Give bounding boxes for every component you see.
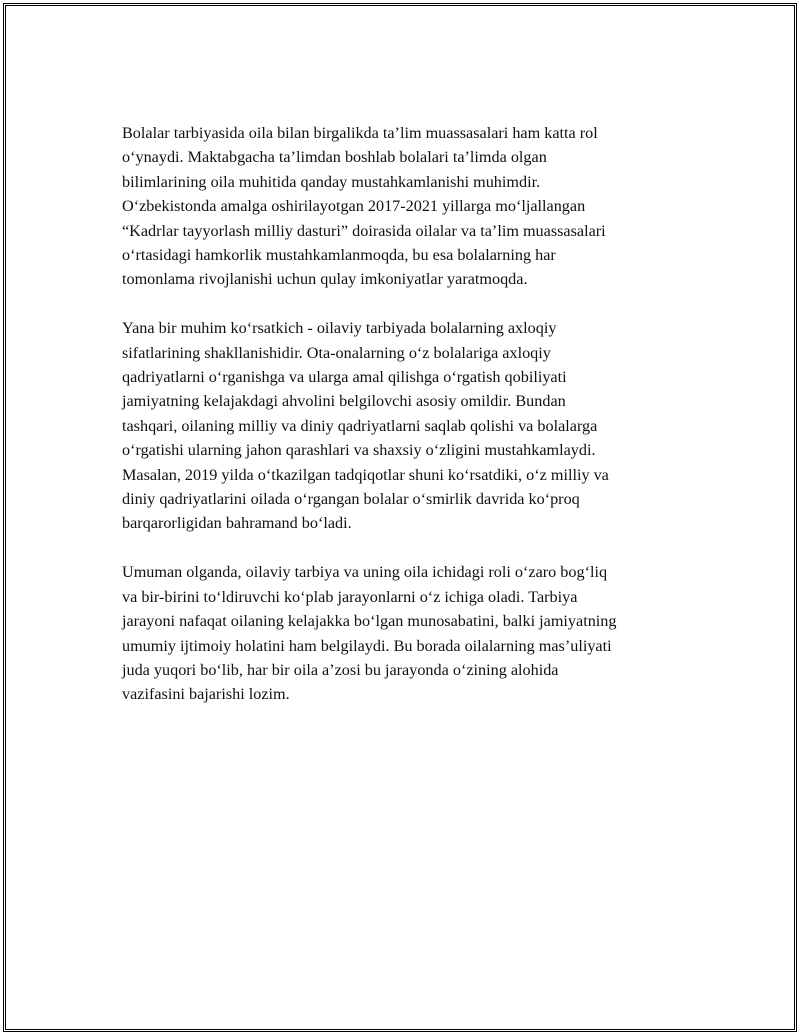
text-line: jamiyatning kelajakdagi ahvolini belgilovchi asosiy omildir. Bundan	[122, 392, 566, 411]
text-line: sifatlarining shakllanishidir. Ota-onalarning o‘z bolalariga axloqiy	[122, 343, 551, 362]
document-body	[122, 121, 712, 731]
text-line: umumiy ijtimoiy holatini ham belgilaydi. Bu borada oilalarning mas’uliyati	[122, 636, 612, 655]
text-line: jarayoni nafaqat oilaning kelajakka bo‘lgan munosabatini, balki jamiyatning	[122, 612, 617, 631]
text-line: Masalan, 2019 yilda o‘tkazilgan tadqiqotlar shuni ko‘rsatdiki, o‘z milliy va	[122, 465, 609, 484]
text-line: o‘rtasidagi hamkorlik mustahkamlanmoqda, bu esa bolalarning har	[122, 246, 556, 265]
text-line: O‘zbekistonda amalga oshirilayotgan 2017-2021 yillarga mo‘ljallangan	[122, 197, 586, 216]
paragraph-1	[122, 121, 712, 292]
text-line: tashqari, oilaning milliy va diniy qadriyatlarni saqlab qolishi va bolalarga	[122, 416, 598, 435]
text-line: vazifasini bajarishi lozim.	[122, 685, 290, 704]
paragraph-3	[122, 560, 712, 706]
page-border	[3, 3, 797, 1032]
text-line: tomonlama rivojlanishi uchun qulay imkoniyatlar yaratmoqda.	[122, 270, 528, 289]
text-line: Umuman olganda, oilaviy tarbiya va uning oila ichidagi roli o‘zaro bog‘liq	[122, 563, 608, 582]
paragraph-2	[122, 316, 712, 536]
text-line: o‘rgatishi ularning jahon qarashlari va shaxsiy o‘zligini mustahkamlaydi.	[122, 441, 596, 460]
text-line: “Kadrlar tayyorlash milliy dasturi” doirasida oilalar va ta’lim muassasalari	[122, 221, 606, 240]
text-line: o‘ynaydi. Maktabgacha ta’limdan boshlab bolalari ta’limda olgan	[122, 148, 547, 167]
text-line: va bir-birini to‘ldiruvchi ko‘plab jarayonlarni o‘z ichiga oladi. Tarbiya	[122, 587, 578, 606]
text-line: qadriyatlarni o‘rganishga va ularga amal qilishga o‘rgatish qobiliyati	[122, 368, 567, 387]
text-line: Bolalar tarbiyasida oila bilan birgalikda ta’lim muassasalari ham katta rol	[122, 124, 598, 142]
text-line: Yana bir muhim ko‘rsatkich - oilaviy tarbiyada bolalarning axloqiy	[122, 319, 557, 338]
text-line: bilimlarining oila muhitida qanday mustahkamlanishi muhimdir.	[122, 172, 541, 191]
text-line: juda yuqori bo‘lib, har bir oila a’zosi bu jarayonda o‘zining alohida	[122, 660, 559, 679]
text-line: barqarorligidan bahramand bo‘ladi.	[122, 514, 352, 533]
text-line: diniy qadriyatlarini oilada o‘rgangan bolalar o‘smirlik davrida ko‘proq	[122, 490, 580, 509]
